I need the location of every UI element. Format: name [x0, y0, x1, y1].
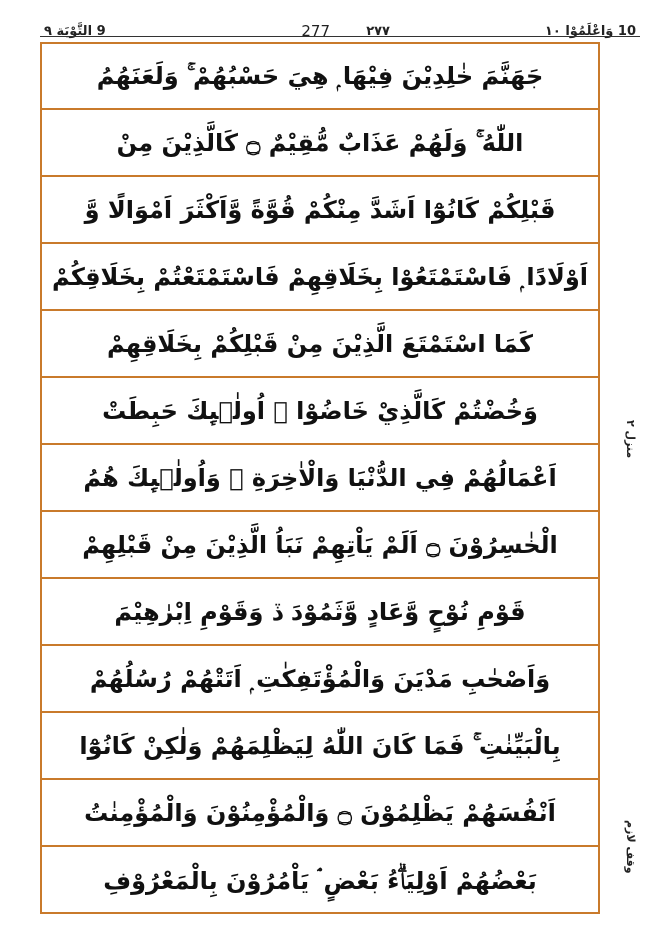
text-line-9: قَوْمِ نُوْحٍ وَّعَادٍ وَّثَمُوْدَ ڏ وَقَوْمِ اِبْرٰهِيْمَ [42, 580, 598, 646]
text-line-4: اَوْلَادًا ۭ فَاسْتَمْتَعُوْا بِخَلَاقِهِمْ فَاسْتَمْتَعْتُمْ بِخَلَاقِكُمْ [42, 245, 598, 311]
text-line-5: كَمَا اسْتَمْتَعَ الَّذِيْنَ مِنْ قَبْلِكُمْ بِخَلَاقِهِمْ [42, 312, 598, 378]
text-line-11: بِالْبَيِّنٰتِ ۚ فَمَا كَانَ اللّٰهُ لِيَظْلِمَهُمْ وَلٰكِنْ كَانُوْٓا [42, 714, 598, 780]
page-number: 277 [301, 22, 330, 40]
text-line-12: اَنْفُسَهُمْ يَظْلِمُوْنَ ۝ وَالْمُؤْمِنُوْنَ وَالْمُؤْمِنٰتُ [42, 781, 598, 847]
text-line-3: قَبْلِكُمْ كَانُوْٓا اَشَدَّ مِنْكُمْ قُوَّةً وَّاَكْثَرَ اَمْوَالًا وَّ [42, 178, 598, 244]
arabic-page-number: ٢٧٧ [366, 24, 390, 39]
header-divider [40, 36, 640, 37]
surah-label: 9 التَّوْبَة ٩ [44, 24, 106, 39]
text-line-2: اللّٰهُ ۚ وَلَهُمْ عَذَابٌ مُّقِيْمٌ ۝ كَالَّذِيْنَ مِنْ [42, 111, 598, 177]
text-line-10: وَاَصْحٰبِ مَدْيَنَ وَالْمُؤْتَفِكٰتِ ۭ اَتَتْهُمْ رُسُلُهُمْ [42, 647, 598, 713]
quran-text-frame [40, 42, 600, 914]
text-line-1: جَهَنَّمَ خٰلِدِيْنَ فِيْهَا ۭ هِيَ حَسْبُهُمْ ۚ وَلَعَنَهُمُ [42, 44, 598, 110]
text-line-13: بَعْضُهُمْ اَوْلِيَاۗءُ بَعْضٍ ۘ يَاْمُرُوْنَ بِالْمَعْرُوْفِ [103, 867, 537, 895]
text-line-8: الْخٰسِرُوْنَ ۝ اَلَمْ يَاْتِهِمْ نَبَاُ الَّذِيْنَ مِنْ قَبْلِهِمْ [42, 513, 598, 579]
para-label: 10 وَاعْلَمُوْا ١٠ [544, 24, 636, 39]
waqf-marker: وقف لازم [624, 820, 637, 874]
text-line-7: اَعْمَالُهُمْ فِي الدُّنْيَا وَالْاٰخِرَةِ ۚ وَاُولٰۗىِٕكَ هُمُ [42, 446, 598, 512]
manzil-marker: منزل ٢ [624, 420, 637, 459]
text-line-6: وَخُضْتُمْ كَالَّذِيْ خَاضُوْا ۭ اُولٰۗىِٕكَ حَبِطَتْ [42, 379, 598, 445]
